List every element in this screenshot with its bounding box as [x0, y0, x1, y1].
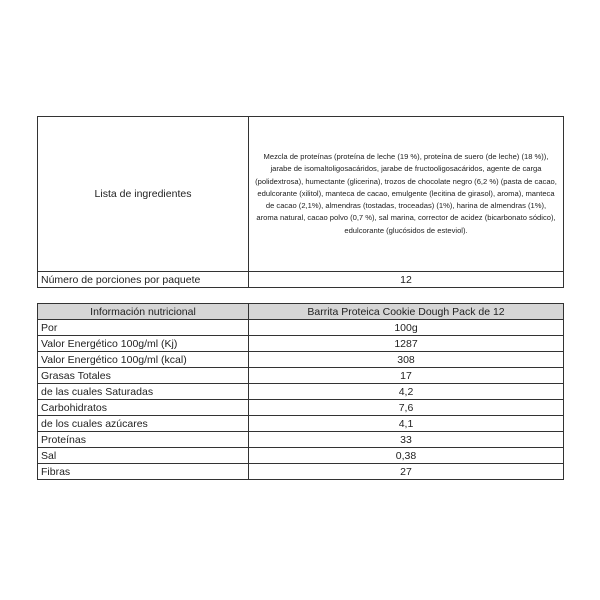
table-row: [38, 400, 564, 416]
nutrition-header-label: Información nutricional: [38, 304, 249, 320]
nutrition-table: [37, 303, 564, 480]
table-row: [38, 384, 564, 400]
nutrition-header-value: Barrita Proteica Cookie Dough Pack de 12: [249, 304, 564, 320]
table-row: [38, 464, 564, 480]
nutrient-label: Carbohidratos: [38, 400, 249, 416]
nutrient-value: 33: [249, 432, 564, 448]
table-row: [38, 368, 564, 384]
table-row: [38, 320, 564, 336]
nutrient-value: 17: [249, 368, 564, 384]
nutrient-value: 4,2: [249, 384, 564, 400]
nutrient-value: 27: [249, 464, 564, 480]
table-row: [38, 416, 564, 432]
table-row: [38, 448, 564, 464]
nutrient-value: 7,6: [249, 400, 564, 416]
portions-row: [38, 272, 564, 288]
nutrient-label: de los cuales azúcares: [38, 416, 249, 432]
table-row: [38, 352, 564, 368]
table-row: [38, 432, 564, 448]
nutrient-label: Sal: [38, 448, 249, 464]
nutrient-label: Valor Energético 100g/ml (Kj): [38, 336, 249, 352]
nutrient-label: Valor Energético 100g/ml (kcal): [38, 352, 249, 368]
nutrient-label: Grasas Totales: [38, 368, 249, 384]
nutrient-value: 308: [249, 352, 564, 368]
nutrient-value: 4,1: [249, 416, 564, 432]
nutrient-label: Fibras: [38, 464, 249, 480]
ingredients-table: [37, 116, 564, 288]
nutrient-value: 100g: [249, 320, 564, 336]
table-row: [38, 336, 564, 352]
nutrient-value: 1287: [249, 336, 564, 352]
nutrient-label: Proteínas: [38, 432, 249, 448]
portions-label: Número de porciones por paquete: [38, 272, 249, 288]
nutrient-label: de las cuales Saturadas: [38, 384, 249, 400]
nutrition-header-row: [38, 304, 564, 320]
ingredients-text: Mezcla de proteínas (proteína de leche (19 %), proteína de suero (de leche) (18 %)), jarabe de isomaltoligosacáridos, jarabe de fructooligosacáridos, agente de carga (polidextrosa), humectante (glicerina), trozos de chocolate negro (6,2 %) (pasta de cacao, edulcorante (xilitol), manteca de cacao, emulgente (lecitina de girasol), aroma), manteca de cacao (2,1%), almendras (tostadas, troceadas) (1%), harina de almendras (1%), aroma natural, cacao polvo (0,7 %), sal marina, corrector de acidez (bicarbonato sódico), edulcorante (glucósidos de esteviol).: [249, 117, 564, 272]
ingredients-row: [38, 117, 564, 272]
portions-value: 12: [249, 272, 564, 288]
nutrient-label: Por: [38, 320, 249, 336]
nutrient-value: 0,38: [249, 448, 564, 464]
ingredients-label: Lista de ingredientes: [38, 117, 249, 272]
